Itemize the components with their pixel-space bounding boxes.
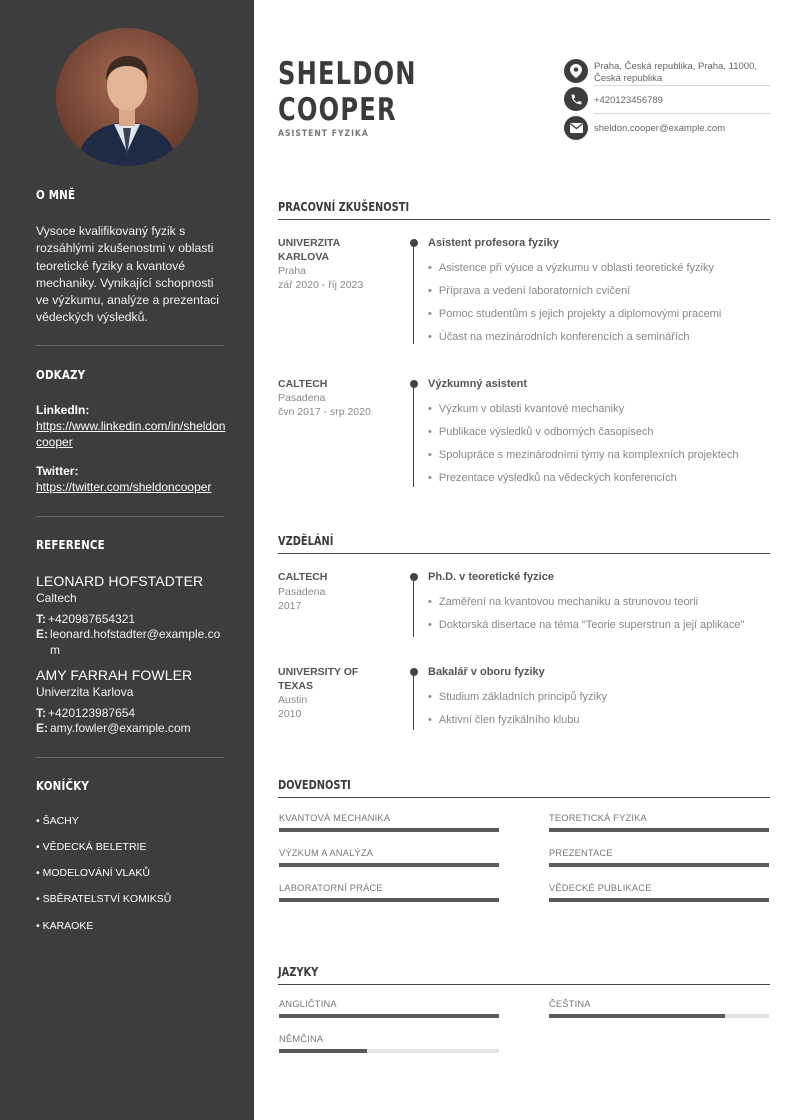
skill-label: KVANTOVÁ MECHANIKA	[279, 813, 391, 823]
skill-bar	[549, 898, 769, 902]
degree-bullet: • Zaměření na kvantovou mechaniku a strunovou teorii	[428, 596, 773, 608]
contact-divider	[594, 85, 770, 86]
job-dates: čvn 2017 - srp 2020	[278, 406, 371, 418]
timeline-dot	[410, 573, 418, 581]
section-divider	[278, 984, 770, 985]
sidebar	[0, 0, 254, 1120]
job-title: Asistent profesora fyziky	[428, 237, 559, 249]
skill-bar-fill	[279, 898, 499, 902]
language-bar-fill	[279, 1014, 499, 1018]
hobby-item: • MODELOVÁNÍ VLAKŮ	[36, 867, 150, 879]
skill-label: LABORATORNÍ PRÁCE	[279, 883, 383, 893]
hobby-item: • KARAOKE	[36, 920, 94, 932]
language-bar-fill	[279, 1049, 367, 1053]
skill-bar	[279, 898, 499, 902]
degree-title: Ph.D. v teoretické fyzice	[428, 571, 554, 583]
twitter-link[interactable]: https://twitter.com/sheldoncooper	[36, 480, 212, 495]
experience-heading: PRACOVNÍ ZKUŠENOSTI	[278, 200, 410, 214]
timeline-line	[413, 243, 414, 344]
job-bullet: • Účast na mezinárodních konferencích a seminářích	[428, 331, 773, 343]
about-text: Vysoce kvalifikovaný fyzik s rozsáhlými zkušenostmi v oblasti teoretické fyziky a kvantové mechaniky. Vynikající schopnosti ve výzkumu, analýze a prezentaci vědeckých výsledků.	[36, 224, 219, 325]
first-name: SHELDON	[278, 56, 417, 92]
degree-bullet: • Aktivní člen fyzikálního klubu	[428, 714, 773, 726]
skill-bar	[279, 828, 499, 832]
timeline-dot	[410, 239, 418, 247]
reference-email: E: amy.fowler@example.com	[36, 721, 191, 736]
envelope-icon	[564, 116, 588, 140]
reference-phone: T: +420987654321	[36, 611, 136, 626]
profile-photo	[56, 28, 198, 166]
sidebar-divider	[36, 345, 224, 346]
skill-bar-fill	[549, 828, 769, 832]
degree-bullet: • Studium základních principů fyziky	[428, 691, 773, 703]
job-bullet: • Prezentace výsledků na vědeckých konferencích	[428, 472, 773, 484]
skill-bar-fill	[549, 863, 769, 867]
about-heading: O MNĚ	[36, 188, 76, 202]
language-label: ČEŠTINA	[549, 999, 591, 1009]
timeline-line	[413, 577, 414, 637]
skill-label: VĚDECKÉ PUBLIKACE	[549, 883, 652, 893]
language-bar	[279, 1014, 499, 1018]
language-label: ANGLIČTINA	[279, 999, 337, 1009]
link-twitter	[36, 463, 226, 496]
linkedin-link[interactable]: https://www.linkedin.com/in/sheldoncooper	[36, 419, 226, 449]
employer: CALTECH	[278, 378, 328, 390]
timeline-line	[413, 384, 414, 487]
skill-label: VÝZKUM A ANALÝZA	[279, 848, 374, 858]
timeline-dot	[410, 380, 418, 388]
hobby-item: • VĚDECKÁ BELETRIE	[36, 841, 147, 853]
skill-bar	[279, 863, 499, 867]
language-bar-fill	[549, 1014, 725, 1018]
location-pin-icon	[564, 59, 588, 83]
reference-name: AMY FARRAH FOWLER	[36, 667, 193, 683]
job-bullet: • Asistence při výuce a výzkumu v oblasti teoretické fyziky	[428, 262, 773, 274]
job-dates: zář 2020 - říj 2023	[278, 279, 364, 291]
timeline-line	[413, 672, 414, 730]
reference-org: Univerzita Karlova	[36, 685, 134, 700]
portrait-photo	[56, 28, 198, 166]
links-heading: ODKAZY	[36, 368, 86, 382]
job-title: Výzkumný asistent	[428, 378, 528, 390]
reference-name: LEONARD HOFSTADTER	[36, 573, 204, 589]
contact-address: Praha, Česká republika, Praha, 11000, Česká republika	[594, 61, 758, 84]
language-bar	[279, 1049, 499, 1053]
section-divider	[278, 219, 770, 220]
sidebar-divider	[36, 516, 224, 517]
hobby-item: • SBĚRATELSTVÍ KOMIKSŮ	[36, 893, 172, 905]
employer: UNIVERZITA KARLOVA	[278, 237, 340, 263]
reference-email: E: leonard.hofstadter@example.com	[36, 627, 221, 657]
school: UNIVERSITY OF TEXAS	[278, 666, 359, 692]
degree-title: Bakalář v oboru fyziky	[428, 666, 545, 678]
language-label: NĚMČINA	[279, 1034, 324, 1044]
skill-bar-fill	[549, 898, 769, 902]
skill-bar-fill	[279, 828, 499, 832]
skill-bar	[549, 863, 769, 867]
skill-label: TEORETICKÁ FYZIKA	[549, 813, 647, 823]
reference-phone: T: +420123987654	[36, 705, 136, 720]
job-role: ASISTENT FYZIKA	[278, 129, 369, 139]
job-location: Praha	[278, 265, 307, 277]
school-date: 2010	[278, 708, 302, 720]
job-bullet: • Pomoc studentům s jejich projekty a diplomovými pracemi	[428, 308, 773, 320]
education-heading: VZDĚLÁNÍ	[278, 534, 334, 548]
job-bullet: • Příprava a vedení laboratorních cvičení	[428, 285, 773, 297]
school-location: Pasadena	[278, 586, 326, 598]
last-name: COOPER	[278, 92, 397, 128]
timeline-dot	[410, 668, 418, 676]
sidebar-divider	[36, 757, 224, 758]
degree-bullet: • Doktorská disertace na téma "Teorie superstrun a její aplikace"	[428, 619, 773, 631]
job-bullet: • Spolupráce s mezinárodními týmy na komplexních projektech	[428, 449, 773, 461]
hobby-item: • ŠACHY	[36, 815, 79, 827]
job-location: Pasadena	[278, 392, 326, 404]
skill-bar-fill	[279, 863, 499, 867]
job-bullet: • Publikace výsledků v odborných časopisech	[428, 426, 773, 438]
skill-label: PREZENTACE	[549, 848, 613, 858]
link-label: LinkedIn:	[36, 403, 90, 417]
school-date: 2017	[278, 600, 302, 612]
school-location: Austin	[278, 694, 308, 706]
references-heading: REFERENCE	[36, 538, 105, 552]
languages-heading: JAZYKY	[278, 965, 319, 979]
reference-item	[36, 667, 226, 737]
contact-email[interactable]: sheldon.cooper@example.com	[594, 123, 726, 134]
contact-phone[interactable]: +420123456789	[594, 95, 663, 106]
contact-divider	[594, 113, 770, 114]
job-bullet: • Výzkum v oblasti kvantové mechaniky	[428, 403, 773, 415]
phone-icon	[564, 87, 588, 111]
language-bar	[549, 1014, 769, 1018]
hobbies-heading: KONÍČKY	[36, 779, 90, 793]
section-divider	[278, 553, 770, 554]
section-divider	[278, 797, 770, 798]
link-linkedin	[36, 402, 226, 450]
skills-heading: DOVEDNOSTI	[278, 778, 351, 792]
reference-org: Caltech	[36, 591, 77, 606]
reference-item	[36, 573, 226, 658]
skill-bar	[549, 828, 769, 832]
link-label: Twitter:	[36, 464, 79, 478]
school: CALTECH	[278, 571, 328, 583]
